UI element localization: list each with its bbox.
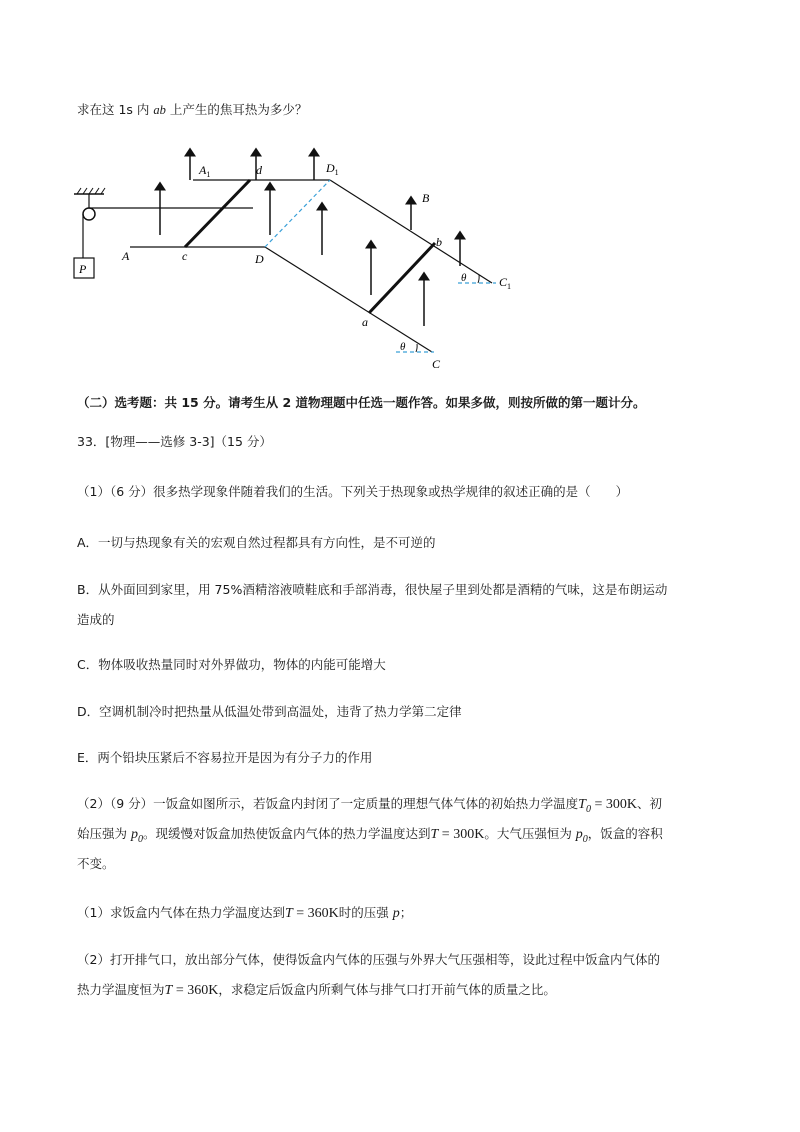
pulley-support — [74, 188, 105, 208]
part2-line1-text: （2）（9 分）一饭盒如图所示，若饭盒内封闭了一定质量的理想气体气体的初始热力学温度 — [77, 796, 579, 811]
label-theta-bottom: θ — [400, 341, 406, 353]
theta-arc-bottom — [416, 344, 417, 352]
part2-line2-mid2: 。大气压强恒为 — [484, 826, 576, 841]
intro-prefix: 求在这 1s 内 — [77, 102, 154, 117]
label-A1: $A_1$ — [199, 163, 211, 179]
sub2-pre: 热力学温度恒为 — [77, 982, 165, 997]
label-D1: $D_1$ — [326, 161, 339, 177]
rail-figure — [60, 140, 520, 380]
t-symbol: T = 300K — [430, 827, 485, 842]
part2-line2-tail: ，饭盒的容积 — [587, 826, 663, 841]
option-c: C．物体吸收热量同时对外界做功，物体的内能可能增大 — [77, 657, 386, 672]
theta-arc-top — [478, 275, 479, 283]
sub1-t-symbol: T = 360K — [284, 906, 339, 921]
label-b: b — [436, 235, 442, 249]
pulley-icon — [83, 208, 95, 220]
option-e: E．两个铅块压紧后不容易拉开是因为有分子力的作用 — [77, 750, 373, 765]
p0b-symbol: $p_0$ — [575, 827, 588, 845]
sub1-p-symbol: p — [392, 906, 400, 921]
part2-line3: 不变。 — [77, 856, 115, 871]
part2-line1 — [77, 794, 662, 815]
t0-symbol: $T_0 = 300K$ — [578, 797, 637, 815]
sub2-tail: ，求稳定后饭盒内所剩气体与排气口打开前气体的质量之比。 — [218, 982, 556, 997]
label-C1: $C_1$ — [499, 275, 512, 291]
sub1-tail: ； — [399, 905, 413, 920]
intro-line — [77, 100, 307, 118]
label-P: P — [79, 262, 87, 276]
label-C: C — [432, 357, 441, 371]
p0-symbol: $p_0$ — [130, 827, 143, 845]
option-d: D．空调机制冷时把热量从低温处带到高温处，违背了热力学第二定律 — [77, 704, 462, 719]
dashed-edge-d-d1 — [265, 180, 330, 247]
sub-question-2-line2 — [77, 980, 556, 999]
label-B: B — [422, 191, 430, 205]
label-c: c — [182, 249, 188, 263]
part2-line1-tail: 、初 — [636, 796, 662, 811]
rod-cd — [185, 180, 250, 247]
label-a: a — [362, 315, 368, 329]
rail-lower-incline — [265, 247, 432, 352]
sub-question-2-line1: （2）打开排气口，放出部分气体，使得饭盒内气体的压强与外界大气压强相等，设此过程中饭盒内气体的 — [77, 952, 660, 967]
magnetic-field-arrows — [160, 152, 460, 326]
q33-part1-stem: （1）（6 分）很多热学现象伴随着我们的生活。下列关于热现象或热学规律的叙述正确的是（ ） — [77, 484, 629, 499]
section-header: （二）选考题：共 15 分。请考生从 2 道物理题中任选一题作答。如果多做，则按所做的第一题计分。 — [77, 395, 646, 410]
option-b-line2: 造成的 — [77, 612, 115, 627]
sub-question-1 — [77, 903, 412, 922]
rod-ab — [369, 243, 435, 313]
intro-suffix: 上产生的焦耳热为多少？ — [165, 102, 308, 117]
option-b-line1: B．从外面回到家里，用 75%酒精溶液喷鞋底和手部消毒，很快屋子里到处都是酒精的气味，这是布朗运动 — [77, 582, 668, 597]
part2-line2-text: 始压强为 — [77, 826, 131, 841]
q33-title: 33．[物理——选修 3-3]（15 分） — [77, 434, 272, 449]
part2-line2-mid: 。现缓慢对饭盒加热使饭盒内气体的热力学温度达到 — [142, 826, 431, 841]
label-A: A — [122, 249, 130, 263]
sub1-mid: 时的压强 — [338, 905, 393, 920]
label-D: D — [255, 252, 264, 266]
intro-var: ab — [153, 103, 166, 117]
part2-line2 — [77, 824, 663, 845]
label-theta-top: θ — [461, 272, 467, 284]
sub2-t-symbol: T = 360K — [164, 983, 219, 998]
label-d: d — [256, 163, 262, 177]
sub1-pre: （1）求饭盒内气体在热力学温度达到 — [77, 905, 285, 920]
option-a: A．一切与热现象有关的宏观自然过程都具有方向性，是不可逆的 — [77, 535, 436, 550]
